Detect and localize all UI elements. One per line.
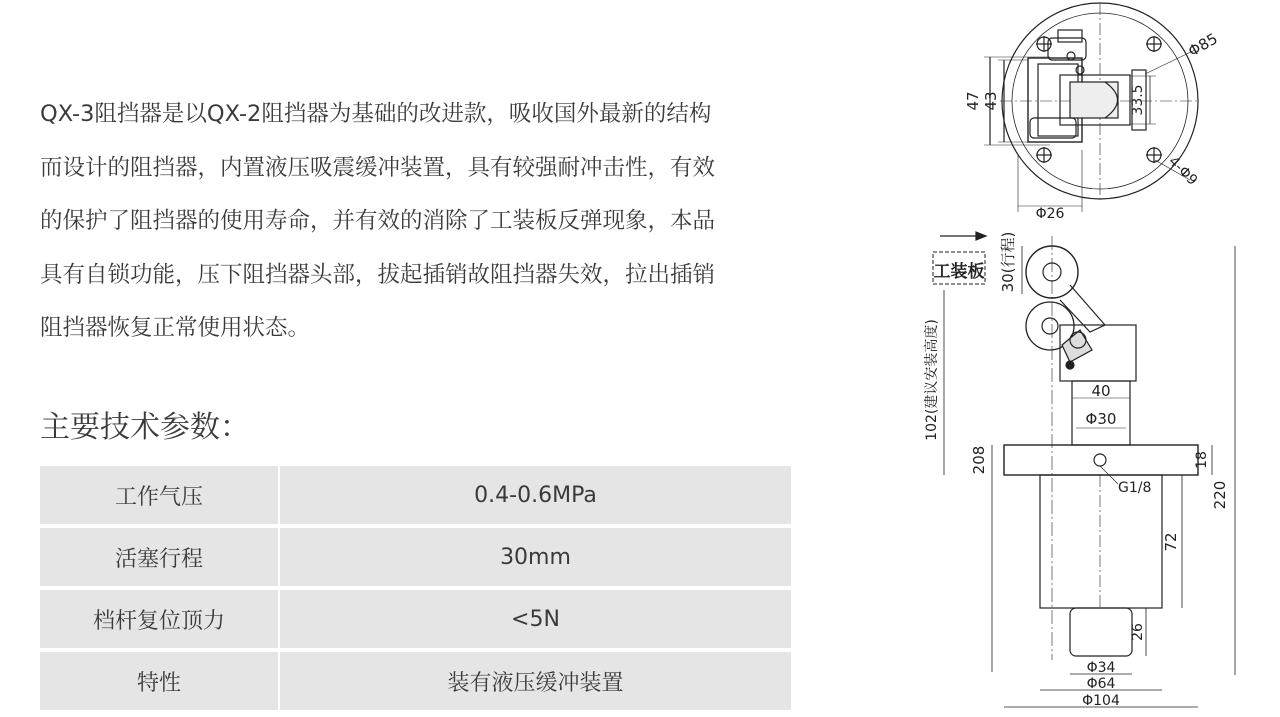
dim-holes: 4-Φ9 bbox=[1165, 153, 1201, 189]
spec-value: 装有液压缓冲装置 bbox=[280, 652, 791, 710]
dim-33-5: 33.5 bbox=[1130, 84, 1146, 116]
spec-label: 特性 bbox=[40, 652, 278, 710]
drawing-svg bbox=[900, 0, 1280, 713]
side-view bbox=[923, 232, 1235, 709]
table-row bbox=[40, 466, 791, 524]
dim-d85: Φ85 bbox=[1185, 29, 1221, 61]
product-description bbox=[40, 88, 820, 356]
bolt-hole-icon bbox=[1146, 147, 1162, 163]
section-title: 主要技术参数： bbox=[40, 410, 250, 445]
dim-72: 72 bbox=[1162, 532, 1180, 552]
dim-d104: Φ104 bbox=[1082, 693, 1120, 709]
dim-d34: Φ34 bbox=[1086, 660, 1116, 676]
port-label: G1/8 bbox=[1118, 480, 1152, 496]
description-line: 具有自锁功能，压下阻挡器头部，拔起插销故阻挡器失效，拉出插销 bbox=[40, 261, 716, 288]
dim-d30: Φ30 bbox=[1085, 410, 1117, 428]
description-line: 而设计的阻挡器，内置液压吸震缓冲装置，具有较强耐冲击性，有效 bbox=[40, 154, 716, 181]
dim-26: 26 bbox=[1130, 623, 1146, 641]
bolt-hole-icon bbox=[1036, 147, 1052, 163]
dim-d64: Φ64 bbox=[1086, 676, 1116, 692]
description-line: 阻挡器恢复正常使用状态。 bbox=[40, 315, 311, 341]
table-row bbox=[40, 652, 791, 710]
arrow-right-icon bbox=[976, 232, 986, 240]
table-row bbox=[40, 528, 791, 586]
spec-label: 活塞行程 bbox=[40, 528, 278, 586]
dim-install-height: 102(建议安装高度) bbox=[924, 319, 940, 441]
dim-stroke: 30(行程) bbox=[999, 231, 1017, 293]
bolt-hole-icon bbox=[1146, 36, 1162, 52]
table-row bbox=[40, 590, 791, 648]
spec-table bbox=[38, 462, 793, 714]
description-line: 的保护了阻挡器的使用寿命，并有效的消除了工装板反弹现象，本品 bbox=[40, 208, 716, 234]
technical-drawing bbox=[900, 0, 1280, 717]
spec-label: 工作气压 bbox=[40, 466, 278, 524]
spec-value: <5N bbox=[280, 590, 791, 648]
dim-220: 220 bbox=[1211, 480, 1229, 510]
dim-47: 47 bbox=[964, 91, 982, 111]
dim-d26: Φ26 bbox=[1035, 206, 1065, 222]
dim-208: 208 bbox=[970, 445, 988, 475]
description-line: QX-3阻挡器是以QX-2阻挡器为基础的改进款，吸收国外最新的结构 bbox=[40, 101, 712, 127]
spec-value: 0.4-0.6MPa bbox=[280, 466, 791, 524]
pallet-label: 工装板 bbox=[933, 262, 985, 282]
spec-value: 30mm bbox=[280, 528, 791, 586]
dim-43: 43 bbox=[982, 91, 1000, 111]
dim-18: 18 bbox=[1194, 451, 1210, 469]
top-view bbox=[964, 3, 1221, 222]
dim-40: 40 bbox=[1091, 382, 1111, 400]
spec-label: 档杆复位顶力 bbox=[40, 590, 278, 648]
